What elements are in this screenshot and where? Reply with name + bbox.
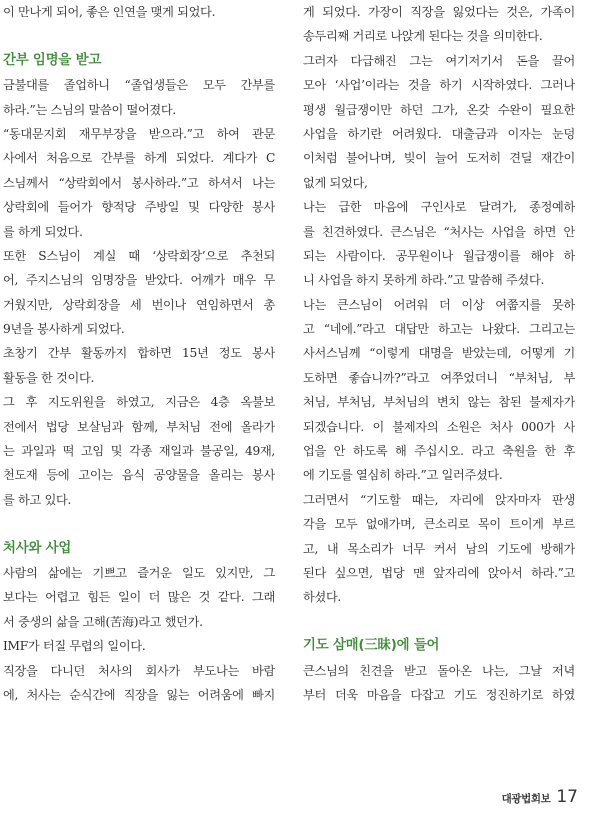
text-line: 되는 사람이다. 공무원이나 월급쟁이를 해야 하	[303, 248, 575, 263]
text-line: 이 만나게 되어, 좋은 인연을 맺게 되었다.	[3, 5, 216, 19]
text-line: 9년을 봉사하게 되었다.	[3, 322, 125, 337]
text-line: “동대문지회 재무부장을 받으라.”고 하여 관문	[3, 126, 275, 141]
text-line: 어, 주지스님의 임명장을 받았다. 어깨가 매우 무	[3, 273, 275, 288]
text-line: 나는 급한 마음에 구인사로 달려가, 종정예하	[303, 200, 575, 215]
text-line: 금불대를 졸업하니 “졸업생들은 모두 간부를	[3, 78, 275, 93]
text-line: 업을 안 하도록 해 주십시오. 라고 축원을 한 후	[303, 444, 575, 459]
text-line: 를 하고 있다.	[3, 492, 72, 507]
text-line: 거웠지만, 상락회장을 세 번이나 연임하면서 총	[3, 297, 275, 312]
text-line: 니 사업을 하지 못하게 하라.”고 말씀해 주셨다.	[303, 273, 545, 288]
section-heading: 처사와 사업	[3, 540, 72, 556]
text-line: 큰스님의 친견을 받고 돌아온 나는, 그날 저녁	[303, 663, 575, 678]
text-line: 상락회에 들어가 향적당 주방일 및 다양한 봉사	[3, 200, 275, 215]
text-line: 모아 ‘사업’이라는 것을 하기 시작하였다. 그러나	[303, 78, 575, 93]
text-line: 나는 큰스님이 어려워 더 이상 여쭙지를 못하	[303, 297, 575, 312]
text-line: 를 하게 되었다.	[3, 224, 83, 239]
text-line: 그러면서 “기도할 때는, 자리에 앉자마자 판생	[303, 492, 575, 507]
text-line: 에, 처사는 순식간에 직장을 잃는 어려움에 빠지	[3, 687, 275, 702]
text-line: 게 되었다. 가장이 직장을 잃었다는 것은, 가족이	[303, 5, 575, 19]
text-line: IMF가 터질 무렵의 일이다.	[3, 639, 146, 654]
left-column	[3, 0, 275, 707]
text-line: 하라.”는 스님의 말씀이 떨어졌다.	[3, 102, 176, 117]
text-line: 사람의 삶에는 기쁘고 즐거운 일도 있지만, 그	[3, 565, 275, 580]
paragraph-gap	[3, 24, 275, 48]
section-heading: 기도 삼매(三昧)에 들어	[303, 638, 440, 654]
text-line: 부터 더욱 마음을 다잡고 기도 정진하기로 하였	[303, 687, 575, 702]
text-line: 활동을 한 것이다.	[3, 370, 95, 385]
text-line: 서 중생의 삶을 고해(苦海)라고 했던가.	[3, 614, 203, 629]
publication-name: 대광법회보	[501, 793, 551, 805]
text-line: 하셨다.	[303, 590, 341, 605]
page-number: 17	[556, 787, 578, 807]
text-line: 송두리째 거리로 나앉게 된다는 것을 의미한다.	[303, 29, 543, 44]
text-line: 없게 되었다,	[303, 175, 368, 190]
paragraph-gap	[3, 512, 275, 536]
text-line: 는 과일과 떡 고임 및 각종 재일과 불공일, 49재,	[3, 444, 275, 459]
text-line: 처님, 부처님, 부처님의 변치 않는 참된 불제자가	[303, 395, 575, 410]
text-line: 또한 S스님이 계실 때 ‘상락회장’으로 추천되	[3, 248, 275, 263]
text-line: 이처럼 불어나며, 빚이 늘어 도저히 견딜 재간이	[303, 151, 575, 166]
text-line: 각을 모두 없애가며, 큰소리로 목이 트이게 부르	[303, 517, 575, 532]
text-line: 사업을 하기란 어려웠다. 대출금과 이자는 눈덩	[303, 126, 575, 141]
text-line: 그러자 다급해진 그는 여기저기서 돈을 끌어	[303, 53, 575, 68]
paragraph-gap	[303, 610, 575, 634]
text-line: 스님께서 “상락회에서 봉사하라.”고 하셔서 나는	[3, 175, 275, 190]
text-line: 도하면 좋습니까?”라고 여쭈었더니 “부처님, 부	[303, 370, 575, 385]
text-line: 에 기도를 열심히 하라.”고 일러주셨다.	[303, 468, 503, 483]
text-line: 고 “네에.”라고 대답만 하고는 나왔다. 그리고는	[303, 322, 575, 337]
text-line: 그 후 지도위원을 하였고, 지금은 4층 옥불보	[3, 395, 275, 410]
right-column	[303, 0, 575, 707]
section-heading: 간부 임명을 받고	[3, 52, 102, 68]
text-line: 된다 싶으면, 법당 맨 앞자리에 앉아서 하라.”고	[303, 565, 575, 580]
text-line: 보다는 어렵고 힘든 일이 더 많은 것 같다. 그래	[3, 590, 275, 605]
text-line: 사에서 처음으로 간부를 하게 되었다. 계다가 C	[3, 151, 275, 166]
text-line: 전에서 법당 보살님과 함께, 부처님 전에 올라가	[3, 419, 275, 434]
text-line: 고, 내 목소리가 너무 커서 남의 기도에 방해가	[303, 541, 575, 556]
text-line: 되겠습니다. 이 불제자의 소원은 처사 000가 사	[303, 419, 575, 434]
text-line: 사서스님께 “이렇게 대명을 받았는데, 어떻게 기	[303, 346, 575, 361]
text-line: 평생 월급쟁이만 하던 그가, 온갖 수완이 필요한	[303, 102, 575, 117]
text-line: 를 친견하였다. 큰스님은 “처사는 사업을 하면 안	[303, 224, 575, 239]
text-line: 직장을 다니던 처사의 회사가 부도나는 바람	[3, 663, 275, 678]
text-line: 천도재 등에 고이는 음식 공양물을 올리는 봉사	[3, 468, 275, 483]
page-footer	[502, 787, 578, 807]
text-line: 초창기 간부 활동까지 합하면 15년 정도 봉사	[3, 346, 275, 361]
